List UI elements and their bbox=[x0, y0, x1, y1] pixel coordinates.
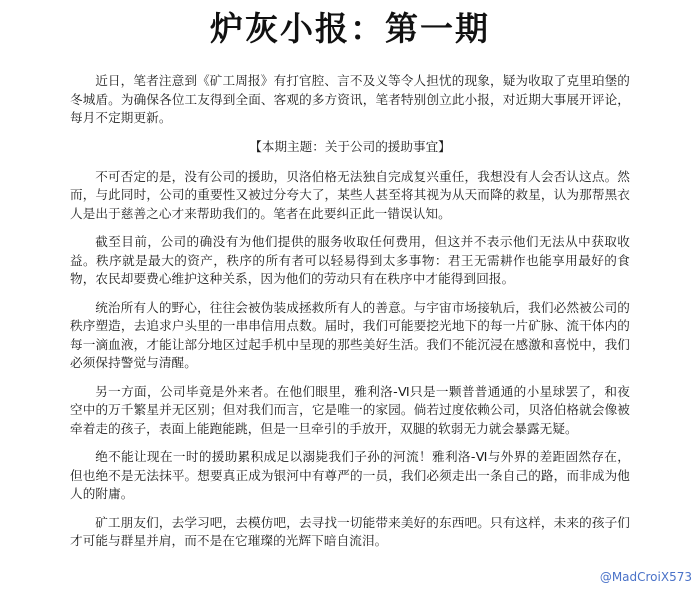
paragraph-2: 截至目前，公司的确没有为他们提供的服务收取任何费用，但这并不表示他们无法从中获取收益。秩序就是最大的资产，秩序的所有者可以轻易得到太多事物：君王无需耕作也能享用最好的食物，农民却要费心维护这种关系，因为他们的劳动只有在秩序中才能得到回报。 bbox=[70, 234, 630, 286]
paragraph-4: 另一方面，公司毕竟是外来者。在他们眼里，雅利洛-Ⅵ只是一颗普普通通的小星球罢了，和夜空中的万千繁星并无区别；但对我们而言，它是唯一的家园。倘若过度依赖公司，贝洛伯格就会像被牵着走的孩子，表面上能跑能跳，但是一旦牵引的手放开，双腿的软弱无力就会暴露无疑。 bbox=[70, 383, 630, 436]
article-body bbox=[70, 72, 630, 561]
paragraph-3: 统治所有人的野心，往往会被伪装成拯救所有人的善意。与宇宙市场接轨后，我们必然被公司的秩序塑造，去追求户头里的一串串信用点数。届时，我们可能要挖光地下的每一片矿脉、流干体内的每一滴血液，才能让部分地区过起手机中呈现的那些美好生活。我们不能沉浸在感激和喜悦中，我们必须保持警觉与清醒。 bbox=[70, 299, 630, 370]
intro-paragraph: 近日，笔者注意到《矿工周报》有打官腔、言不及义等令人担忧的现象，疑为收取了克里珀堡的冬城盾。为确保各位工友得到全面、客观的多方资讯，笔者特别创立此小报，对近期大事展开评论，每月不定期更新。 bbox=[70, 73, 630, 125]
watermark-handle: @MadCroiX573 bbox=[599, 570, 692, 584]
paragraph-6: 矿工朋友们，去学习吧，去模仿吧，去寻找一切能带来美好的东西吧。只有这样，未来的孩子们才可能与群星并肩，而不是在它璀璨的光辉下暗自流泪。 bbox=[70, 514, 630, 548]
paragraph-5: 绝不能让现在一时的援助累积成足以溺毙我们子孙的河流！雅利洛-Ⅵ与外界的差距固然存在，但也绝不是无法抹平。想要真正成为银河中有尊严的一员，我们必须走出一条自己的路，而非成为他人的附庸。 bbox=[70, 449, 630, 501]
paragraph-1: 不可否定的是，没有公司的援助，贝洛伯格无法独自完成复兴重任，我想没有人会否认这点。然而，与此同时，公司的重要性又被过分夸大了，某些人甚至将其视为从天而降的救星，认为那帮黑衣人是出于慈善之心才来帮助我们的。笔者在此要纠正此一错误认知。 bbox=[70, 168, 630, 221]
section-heading: 【本期主题：关于公司的援助事宜】 bbox=[249, 138, 451, 154]
page-title: 炉灰小报：第一期 bbox=[210, 9, 490, 48]
